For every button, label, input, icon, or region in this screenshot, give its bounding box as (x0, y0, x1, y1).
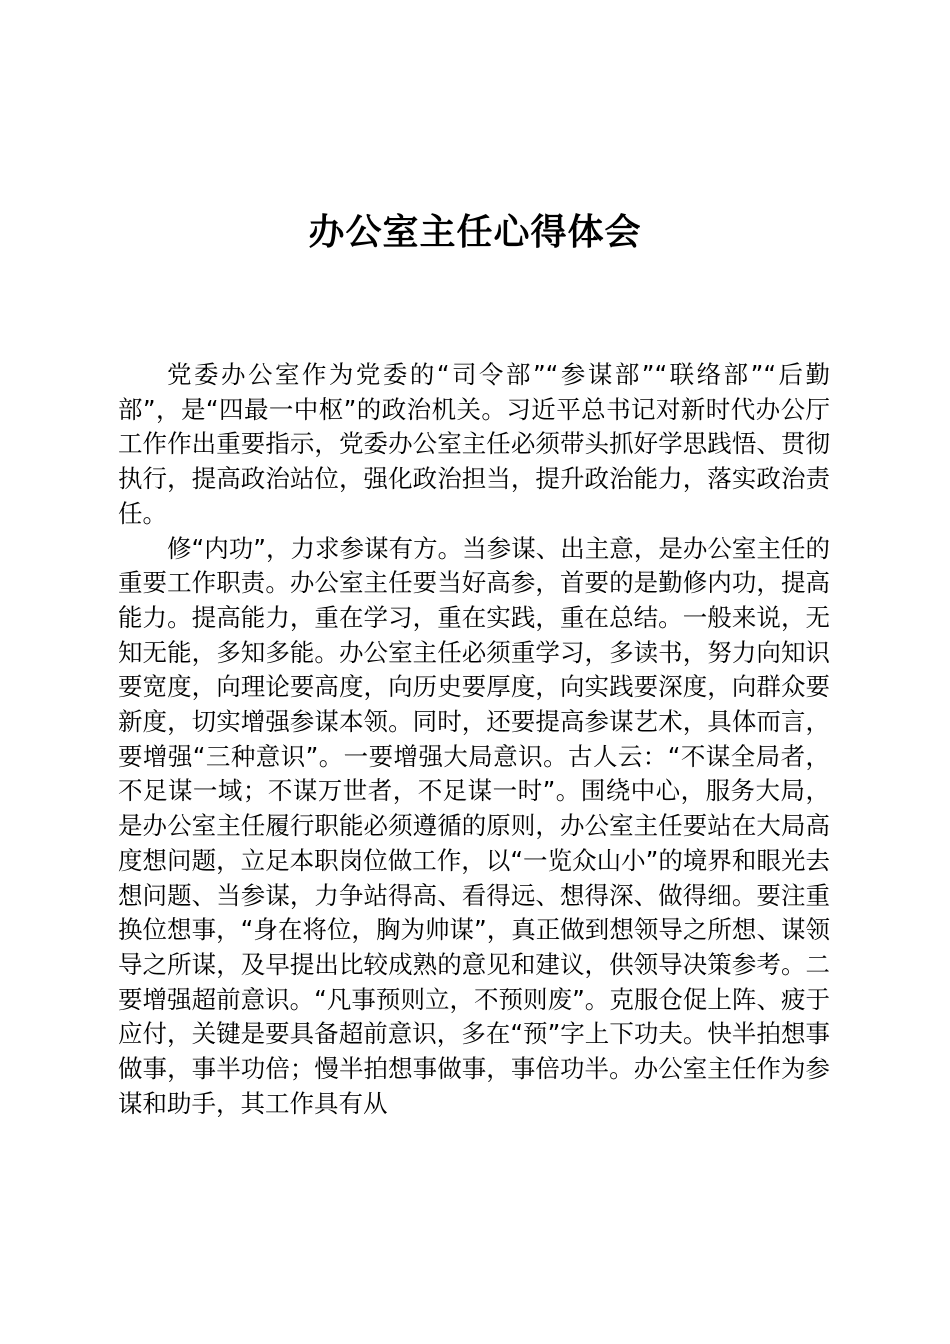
paragraph-main: 修“内功”，力求参谋有方。当参谋、出主意，是办公室主任的重要工作职责。办公室主任要当好高参，首要的是勤修内功，提高能力。提高能力，重在学习，重在实践，重在总结。一般来说，无知无能，多知多能。办公室主任必须重学习，多读书，努力向知识要宽度，向理论要高度，向历史要厚度，向实践要深度，向群众要新度，切实增强参谋本领。同时，还要提高参谋艺术，具体而言，要增强“三种意识”。一要增强大局意识。古人云：“不谋全局者，不足谋一域；不谋万世者，不足谋一时”。围绕中心，服务大局，是办公室主任履行职能必须遵循的原则，办公室主任要站在大局高度想问题，立足本职岗位做工作，以“一览众山小”的境界和眼光去想问题、当参谋，力争站得高、看得远、想得深、做得细。要注重换位想事，“身在将位，胸为帅谋”，真正做到想领导之所想、谋领导之所谋，及早提出比较成熟的意见和建议，供领导决策参考。二要增强超前意识。“凡事预则立，不预则废”。克服仓促上阵、疲于应付，关键是要具备超前意识，多在“预”字上下功夫。快半拍想事做事，事半功倍；慢半拍想事做事，事倍功半。办公室主任作为参谋和助手，其工作具有从 (118, 533, 830, 1118)
document-body (118, 358, 830, 1121)
paragraph-intro: 党委办公室作为党委的“司令部”“参谋部”“联络部”“后勤部”，是“四最一中枢”的政治机关。习近平总书记对新时代办公厅工作作出重要指示，党委办公室主任必须带头抓好学思践悟、贯彻执行，提高政治站位，强化政治担当，提升政治能力，落实政治责任。 (118, 360, 830, 528)
document-title: 办公室主任心得体会 (308, 212, 642, 253)
